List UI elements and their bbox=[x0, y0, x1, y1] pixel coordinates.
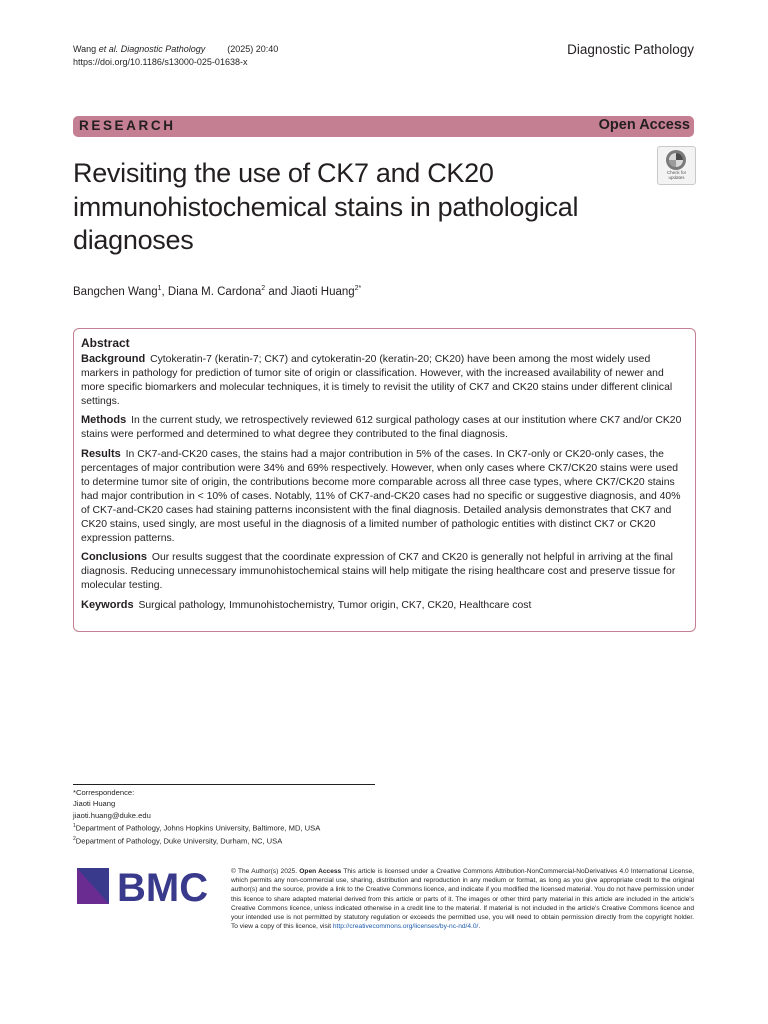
check-for-updates-button[interactable] bbox=[657, 146, 696, 185]
author-name[interactable]: Bangchen Wang bbox=[73, 285, 158, 298]
article-type-label: RESEARCH bbox=[79, 118, 176, 133]
citation-et-al: et al. bbox=[98, 44, 119, 54]
correspondence-email[interactable]: jiaoti.huang@duke.edu bbox=[73, 810, 151, 820]
abstract-background: Background Cytokeratin-7 (keratin-7; CK7) and cytokeratin-20 (keratin-20; CK20) have been among the most widely used markers in pathology for prediction of tumor site of origin or classification. However, with the increased availability of newer and more specific biomarkers and molecular techniques, it is timely to revisit the utility of CK7 and CK20 stains under different clinical settings. bbox=[81, 353, 673, 408]
crossmark-icon bbox=[665, 149, 687, 171]
citation-header bbox=[73, 43, 278, 69]
correspondence-block bbox=[73, 787, 320, 847]
journal-title: Diagnostic Pathology bbox=[567, 42, 694, 57]
license-text: © The Author(s) 2025. Open Access This article is licensed under a Creative Commons Attribution-NonCommercial-NoDerivatives 4.0 International License, which permits any non-commercial use, sharing, distribution and reproduction in any medium or format, as long as you give appropriate credit to the original author(s) and the source, provide a link to the Creative Commons licence, and indicate if you modified the licensed material. You do not have permission under this licence to share adapted material derived from this article or parts of it. The images or other third party material in this article are included in the article's Creative Commons licence, unless indicated otherwise in a credit line to the material. If material is not included in the article's Creative Commons licence and your intended use is not permitted by statutory regulation or exceeds the permitted use, you will need to obtain permission directly from the copyright holder. To view a copy of this licence, visit http://creativecommons.org/licenses/by-nc-nd/4.0/. bbox=[231, 868, 694, 931]
license-link[interactable]: http://creativecommons.org/licenses/by-nc-nd/4.0/ bbox=[332, 923, 479, 931]
correspondence-label: *Correspondence: bbox=[73, 788, 135, 797]
bmc-logo-text: BMC bbox=[117, 868, 209, 908]
correspondence-name: Jiaoti Huang bbox=[73, 799, 116, 809]
article-title: Revisiting the use of CK7 and CK20 immunohistochemical stains in pathological diagnoses bbox=[73, 158, 579, 255]
crossmark-label: Check for updates bbox=[666, 170, 687, 180]
author-name[interactable]: Diana M. Cardona bbox=[167, 285, 262, 298]
affiliation-1: $^1$Department of Pathology, Johns Hopkins University, Baltimore, MD, USA bbox=[73, 823, 321, 833]
author-list: Bangchen Wang$^1$, Diana M. Cardona$^2$ and Jiaoti Huang$^{2*}$ bbox=[73, 285, 362, 298]
article-type-banner bbox=[73, 116, 694, 137]
citation-line bbox=[73, 43, 278, 56]
open-access-label: Open Access bbox=[598, 117, 690, 133]
abstract-methods: Methods In the current study, we retrospectively reviewed 612 surgical pathology cases at our institution where CK7 and/or CK20 stains were performed and determined to what degree they contributed to the final diagnosis. bbox=[81, 414, 682, 441]
author-affiliation-sup: 1 bbox=[157, 285, 162, 292]
footnote-divider bbox=[73, 784, 375, 785]
author-name[interactable]: Jiaoti Huang bbox=[290, 285, 355, 298]
abstract-keywords: Keywords Surgical pathology, Immunohistochemistry, Tumor origin, CK7, CK20, Healthcare cost bbox=[81, 598, 532, 611]
citation-year-page: (2025) 20:40 bbox=[227, 44, 279, 54]
citation-authors: Wang bbox=[73, 44, 99, 54]
abstract-heading: Abstract bbox=[81, 336, 130, 350]
author-affiliation-sup: 2* bbox=[354, 285, 362, 292]
bmc-logo bbox=[77, 868, 217, 908]
abstract-conclusions: Conclusions Our results suggest that the coordinate expression of CK7 and CK20 is generally not helpful in arriving at the final diagnosis. Reducing unnecessary immunohistochemical stains will help mitigate the rising healthcare cost and preserve tissue for molecular testing. bbox=[81, 551, 676, 592]
affiliation-2: $^2$Department of Pathology, Duke University, Durham, NC, USA bbox=[73, 836, 283, 846]
abstract-results: Results In CK7-and-CK20 cases, the stains had a major contribution in 5% of the cases. In CK7-only or CK20-only cases, the percentages of major contribution were 34% and 69% respectively. However, when only cases where CK7/CK20 stains were used to determine tumor site of origin, the contributions become more comparable across all three case types, where CK7/CK20 stains had major contribution in < 10% of cases. Notably, 11% of CK7-and-CK20 cases had no specific or suggestive diagnosis, and 40% of CK7-and-CK20 cases had staining patterns inconsistent with the final diagnosis. Detailed analysis demonstrates that CK7 and CK20 stains, used singly, are most useful in the diagnosis of a limited number of pathologic entities with distinct CK7 or CK20 expression patterns. bbox=[81, 447, 681, 545]
citation-journal: Diagnostic Pathology bbox=[118, 44, 206, 54]
author-affiliation-sup: 2 bbox=[261, 285, 266, 292]
abstract-box bbox=[73, 328, 696, 632]
doi-link[interactable]: https://doi.org/10.1186/s13000-025-01638-x bbox=[73, 57, 248, 67]
